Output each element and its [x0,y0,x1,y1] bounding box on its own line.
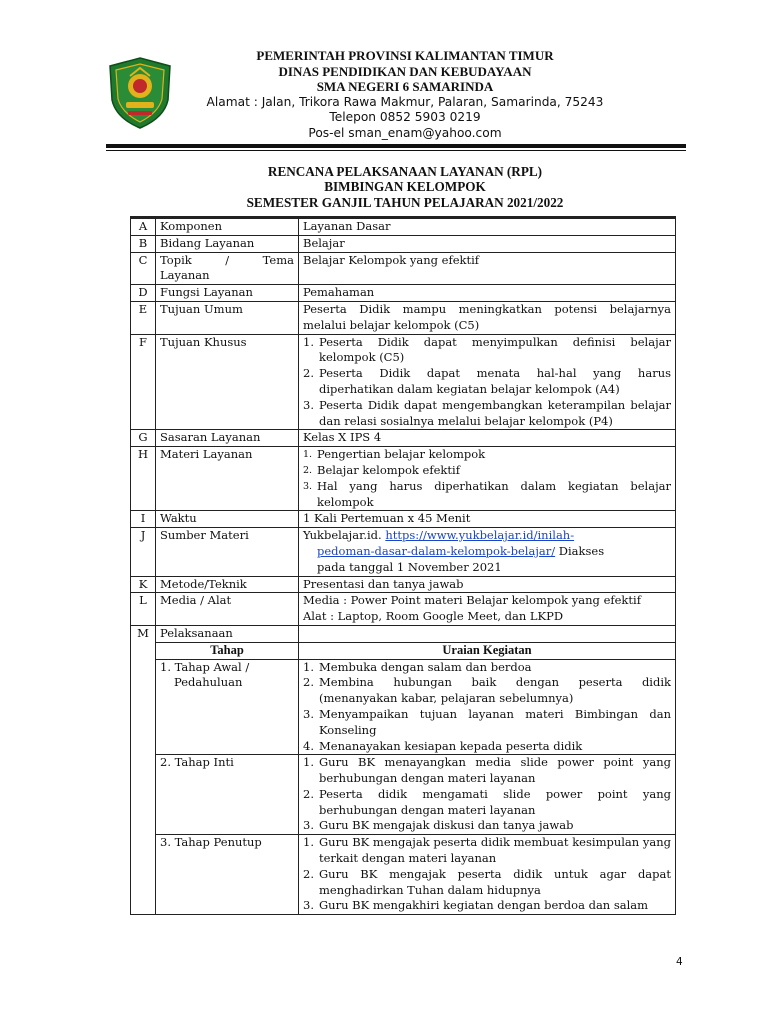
table-row [131,301,676,334]
list-item: 3. Guru BK mengakhiri kegiatan dengan berdoa dan salam [303,898,649,913]
table-row [131,447,676,511]
source-prefix: Yukbelajar.id. [303,528,382,543]
table-row [131,755,676,835]
letterhead-email: Pos-el sman_enam@yahoo.com [308,125,502,140]
letterhead [180,48,630,142]
row-label: Waktu [156,511,299,528]
table-row [131,528,676,576]
row-label: Pelaksanaan [156,625,299,642]
table-row [131,285,676,302]
row-letter: F [131,334,156,430]
stage-activities [299,835,676,915]
row-label: Media / Alat [156,593,299,626]
table-row [131,334,676,430]
list-item: 3. Hal yang harus diperhatikan dalam kegiatan belajar kelompok [303,478,671,509]
list-item: 1. Guru BK menayangkan media slide power point yang berhubungan dengan materi layanan [303,755,671,786]
list-item: 4. Menanayakan kesiapan kepada peserta didik [303,738,583,753]
media-line: Media : Power Point materi Belajar kelompok yang efektif [303,593,641,608]
row-value: Belajar Kelompok yang efektif [299,252,676,285]
row-letter: D [131,285,156,302]
row-value: Layanan Dasar [299,218,676,236]
list-item: 3. Guru BK mengajak diskusi dan tanya jawab [303,818,574,833]
row-label: Komponen [156,218,299,236]
letterhead-address: Alamat : Jalan, Trikora Rawa Makmur, Palaran, Samarinda, 75243 [206,94,604,109]
row-letter: B [131,235,156,252]
row-letter: M [131,625,156,914]
tools-line: Alat : Laptop, Room Google Meet, dan LKPD [303,609,564,624]
document-title-line3: SEMESTER GANJIL TAHUN PELAJARAN 2021/2022 [246,194,564,210]
row-value: Presentasi dan tanya jawab [299,576,676,593]
rpl-table [130,216,676,915]
row-letter: K [131,576,156,593]
stage-name-line1: 1. Tahap Awal / [160,659,250,674]
row-label-line1: Topik / Tema [160,252,294,267]
table-header-row [131,642,676,659]
document-title-line2: BIMBINGAN KELOMPOK [324,179,486,195]
row-letter: E [131,301,156,334]
row-letter: I [131,511,156,528]
document-title-line1: RENCANA PELAKSANAAN LAYANAN (RPL) [267,164,543,179]
row-label [156,252,299,285]
source-accessed-label: Diakses [555,543,605,558]
row-value: Peserta Didik mampu meningkatkan potensi belajarnya melalui belajar kelompok (C5) [299,301,676,334]
source-link-continued[interactable]: pedoman-dasar-dalam-kelompok-belajar/ [317,543,556,558]
table-row [131,511,676,528]
letterhead-phone: Telepon 0852 5903 0219 [329,110,481,125]
source-line1 [303,528,671,544]
row-letter: G [131,430,156,447]
table-row [131,576,676,593]
stage-name-line1: 2. Tahap Inti [160,755,234,770]
list-item: 3. Peserta Didik dapat mengembangkan keterampilan belajar dan relasi sosialnya melalui belajar kelompok (P4) [303,397,671,428]
table-row [131,235,676,252]
stage-name [156,755,299,835]
row-label: Bidang Layanan [156,235,299,252]
stage-name-line2: Pedahuluan [174,675,243,690]
stage-activities [299,755,676,835]
letterhead-government: PEMERINTAH PROVINSI KALIMANTAN TIMUR [256,48,554,63]
row-value: 1 Kali Pertemuan x 45 Menit [299,511,676,528]
table-row [131,252,676,285]
row-value: Kelas X IPS 4 [299,430,676,447]
list-item: 1. Guru BK mengajak peserta didik membuat kesimpulan yang terkait dengan materi layanan [303,835,671,866]
row-letter: A [131,218,156,236]
row-value [299,593,676,626]
table-row [131,430,676,447]
stage-name [156,835,299,915]
row-letter: J [131,528,156,576]
list-item: 1. Peserta Didik dapat menyimpulkan definisi belajar kelompok (C5) [303,334,671,365]
page-number: 4 [676,956,683,968]
table-row [131,625,676,642]
column-header-stage: Tahap [156,642,299,659]
row-label: Tujuan Umum [156,301,299,334]
table-row [131,835,676,915]
row-label: Fungsi Layanan [156,285,299,302]
table-row [131,659,676,755]
source-link[interactable]: https://www.yukbelajar.id/inilah- [385,528,575,543]
stage-name-line1: 3. Tahap Penutup [160,835,262,850]
row-label: Materi Layanan [156,447,299,511]
row-value [299,447,676,511]
stage-name [156,659,299,755]
letterhead-department: DINAS PENDIDIKAN DAN KEBUDAYAAN [278,63,532,79]
row-label: Tujuan Khusus [156,334,299,430]
table-row [131,218,676,236]
row-value [299,528,676,576]
list-item: 2. Peserta didik mengamati slide power point yang berhubungan dengan materi layanan [303,786,671,817]
row-label-line2: Layanan [160,268,210,283]
source-accessed-date: pada tanggal 1 November 2021 [317,559,502,574]
list-item: 3. Menyampaikan tujuan layanan materi Bimbingan dan Konseling [303,706,671,737]
row-label: Metode/Teknik [156,576,299,593]
letterhead-school: SMA NEGERI 6 SAMARINDA [316,79,494,95]
row-value [299,334,676,430]
list-item: 2. Peserta Didik dapat menata hal-hal yang harus diperhatikan dalam kegiatan belajar kelompok (A4) [303,366,671,396]
column-header-activity: Uraian Kegiatan [299,642,676,659]
list-item: 1. Membuka dengan salam dan berdoa [303,659,532,674]
list-item: 1. Pengertian belajar kelompok [303,447,486,462]
row-value: Pemahaman [299,285,676,302]
list-item: 2. Belajar kelompok efektif [303,462,460,477]
row-value: Belajar [299,235,676,252]
list-item: 2. Membina hubungan baik dengan peserta didik (menanyakan kabar, pelajaran sebelumnya) [303,675,671,706]
row-letter: C [131,252,156,285]
row-label: Sumber Materi [156,528,299,576]
source-line2 [303,544,671,560]
row-letter: H [131,447,156,511]
row-label: Sasaran Layanan [156,430,299,447]
row-letter: L [131,593,156,626]
letterhead-rule-thin [106,150,686,151]
table-row [131,593,676,626]
provincial-emblem-icon [106,56,174,130]
letterhead-rule-thick [106,144,686,148]
row-value [299,625,676,642]
stage-activities [299,659,676,755]
document-title [160,164,650,210]
list-item: 2. Guru BK mengajak peserta didik untuk agar dapat menghadirkan Tuhan dalam hidupnya [303,866,671,897]
